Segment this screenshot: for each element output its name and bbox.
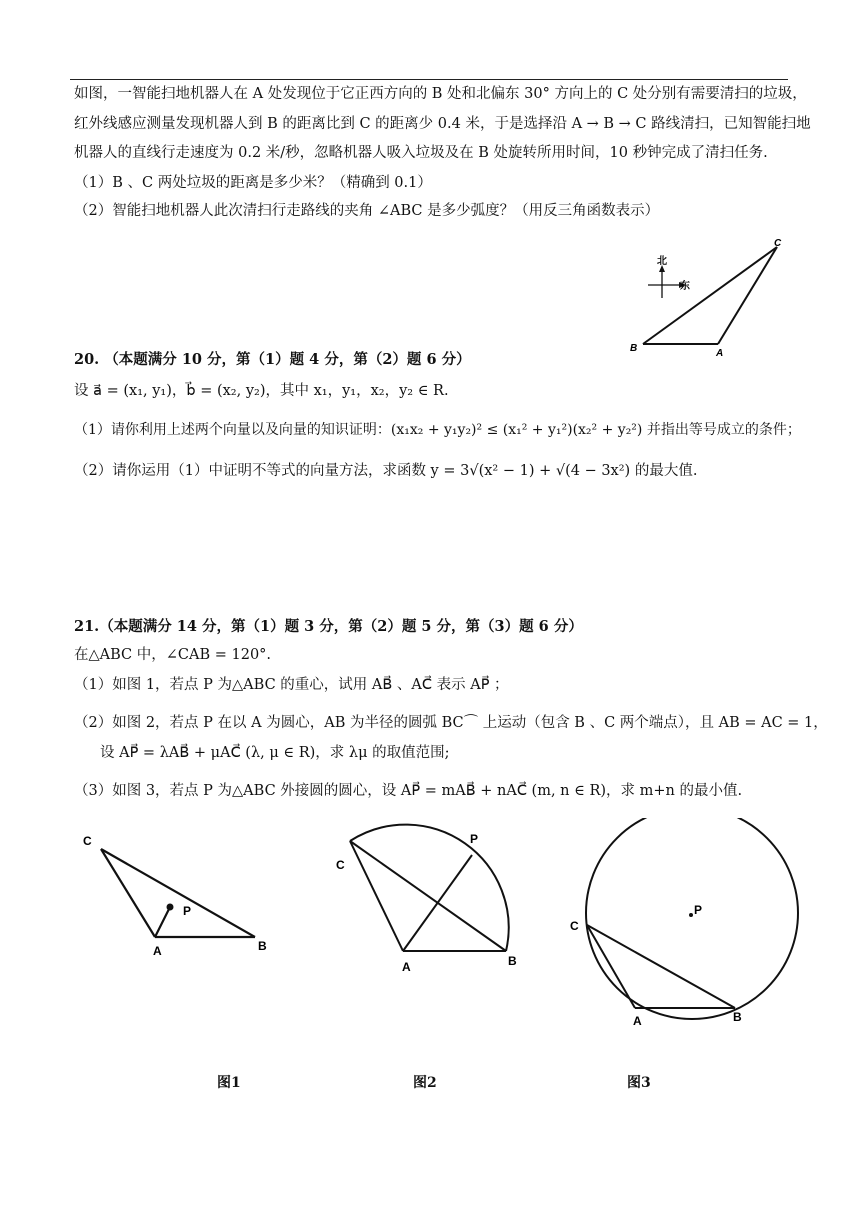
- q20-header: 20. （本题满分 10 分，第（1）题 4 分，第（2）题 6 分）: [74, 351, 471, 368]
- fig1-segment-cb: [101, 849, 255, 937]
- q21-part3: （3）如图 3，若点 P 为△ABC 外接圆的圆心，设 AP⃗ = mAB⃗ + nAC⃗ (m, n ∈ R)，求 m+n 的最小值.: [74, 783, 743, 799]
- fig1-label-b: B: [258, 939, 267, 953]
- fig2-arc-bc: [350, 825, 509, 951]
- fig3-label-c: C: [570, 919, 579, 933]
- fig2-label-a: A: [402, 960, 411, 974]
- q21-part2a: （2）如图 2，若点 P 在以 A 为圆心，AB 为半径的圆弧 BC⌒ 上运动（包含 B 、C 两个端点），且 AB = AC = 1，: [74, 715, 828, 731]
- label-north: 北: [657, 256, 667, 267]
- q19-line2: 红外线感应测量发现机器人到 B 的距离比到 C 的距离少 0.4 米，于是选择沿 A → B → C 路线清扫，已知智能扫地: [74, 116, 811, 132]
- q21-header: 21.（本题满分 14 分，第（1）题 3 分，第（2）题 5 分，第（3）题 6 分）: [74, 618, 583, 635]
- fig3-label-b: B: [733, 1010, 742, 1024]
- fig1-label-p: P: [183, 904, 192, 918]
- q20-part1: （1）请你利用上述两个向量以及向量的知识证明：(x₁x₂ + y₁y₂)² ≤ (x₁² + y₁²)(x₂² + y₂²) 并指出等号成立的条件；: [74, 422, 801, 438]
- top-rule: [70, 79, 788, 80]
- label-a: A: [716, 348, 724, 359]
- fig1-segment-ca: [101, 849, 155, 937]
- figure-1: [75, 825, 275, 965]
- q20-part2: （2）请你运用（1）中证明不等式的向量方法，求函数 y = 3√(x² − 1) + √(4 − 3x²) 的最大值.: [74, 463, 698, 479]
- fig1-caption: 图1: [217, 1075, 241, 1091]
- fig2-segment-ac: [350, 841, 403, 951]
- fig2-label-c: C: [336, 858, 345, 872]
- fig2-caption: 图2: [413, 1075, 437, 1091]
- fig1-label-c: C: [83, 834, 92, 848]
- q19-part1: （1）B 、C 两处垃圾的距离是多少米？（精确到 0.1）: [74, 175, 432, 191]
- q21-given: 在△ABC 中，∠CAB = 120°.: [74, 647, 272, 663]
- q20-given: 设 a⃗ = (x₁, y₁)，b⃗ = (x₂, y₂)，其中 x₁，y₁，x₂，y₂ ∈ R.: [74, 383, 449, 399]
- figure-3: [565, 818, 815, 1033]
- segment-ac: [718, 247, 777, 344]
- figure-2: [320, 815, 530, 975]
- fig3-label-a: A: [633, 1014, 642, 1028]
- q19-part2: （2）智能扫地机器人此次清扫行走路线的夹角 ∠ABC 是多少弧度？（用反三角函数表示）: [74, 203, 660, 219]
- label-east: 东: [680, 281, 690, 292]
- fig3-label-p: P: [694, 903, 703, 917]
- fig3-segment-cb: [587, 925, 735, 1008]
- label-b: B: [630, 343, 638, 354]
- label-c: C: [774, 238, 782, 249]
- q19-figure: [620, 235, 800, 360]
- q19-line1: 如图，一智能扫地机器人在 A 处发现位于它正西方向的 B 处和北偏东 30° 方向上的 C 处分别有需要清扫的垃圾，: [74, 86, 807, 102]
- fig1-point-p: [167, 904, 174, 911]
- fig2-label-b: B: [508, 954, 517, 968]
- fig3-caption: 图3: [627, 1075, 651, 1091]
- fig2-segment-ap: [403, 855, 472, 951]
- fig2-segment-cb: [350, 841, 506, 951]
- fig1-label-a: A: [153, 944, 162, 958]
- q19-line3: 机器人的直线行走速度为 0.2 米/秒，忽略机器人吸入垃圾及在 B 处旋转所用时间，10 秒钟完成了清扫任务.: [74, 145, 768, 161]
- q21-part2b: 设 AP⃗ = λAB⃗ + μAC⃗ (λ, μ ∈ R)，求 λμ 的取值范围;: [100, 745, 450, 761]
- fig3-point-p: [689, 913, 693, 917]
- fig1-segment-ap: [155, 907, 170, 937]
- fig3-circumcircle: [586, 818, 798, 1019]
- q21-part1: （1）如图 1，若点 P 为△ABC 的重心，试用 AB⃗ 、AC⃗ 表示 AP⃗ ；: [74, 677, 509, 693]
- fig2-label-p: P: [470, 832, 479, 846]
